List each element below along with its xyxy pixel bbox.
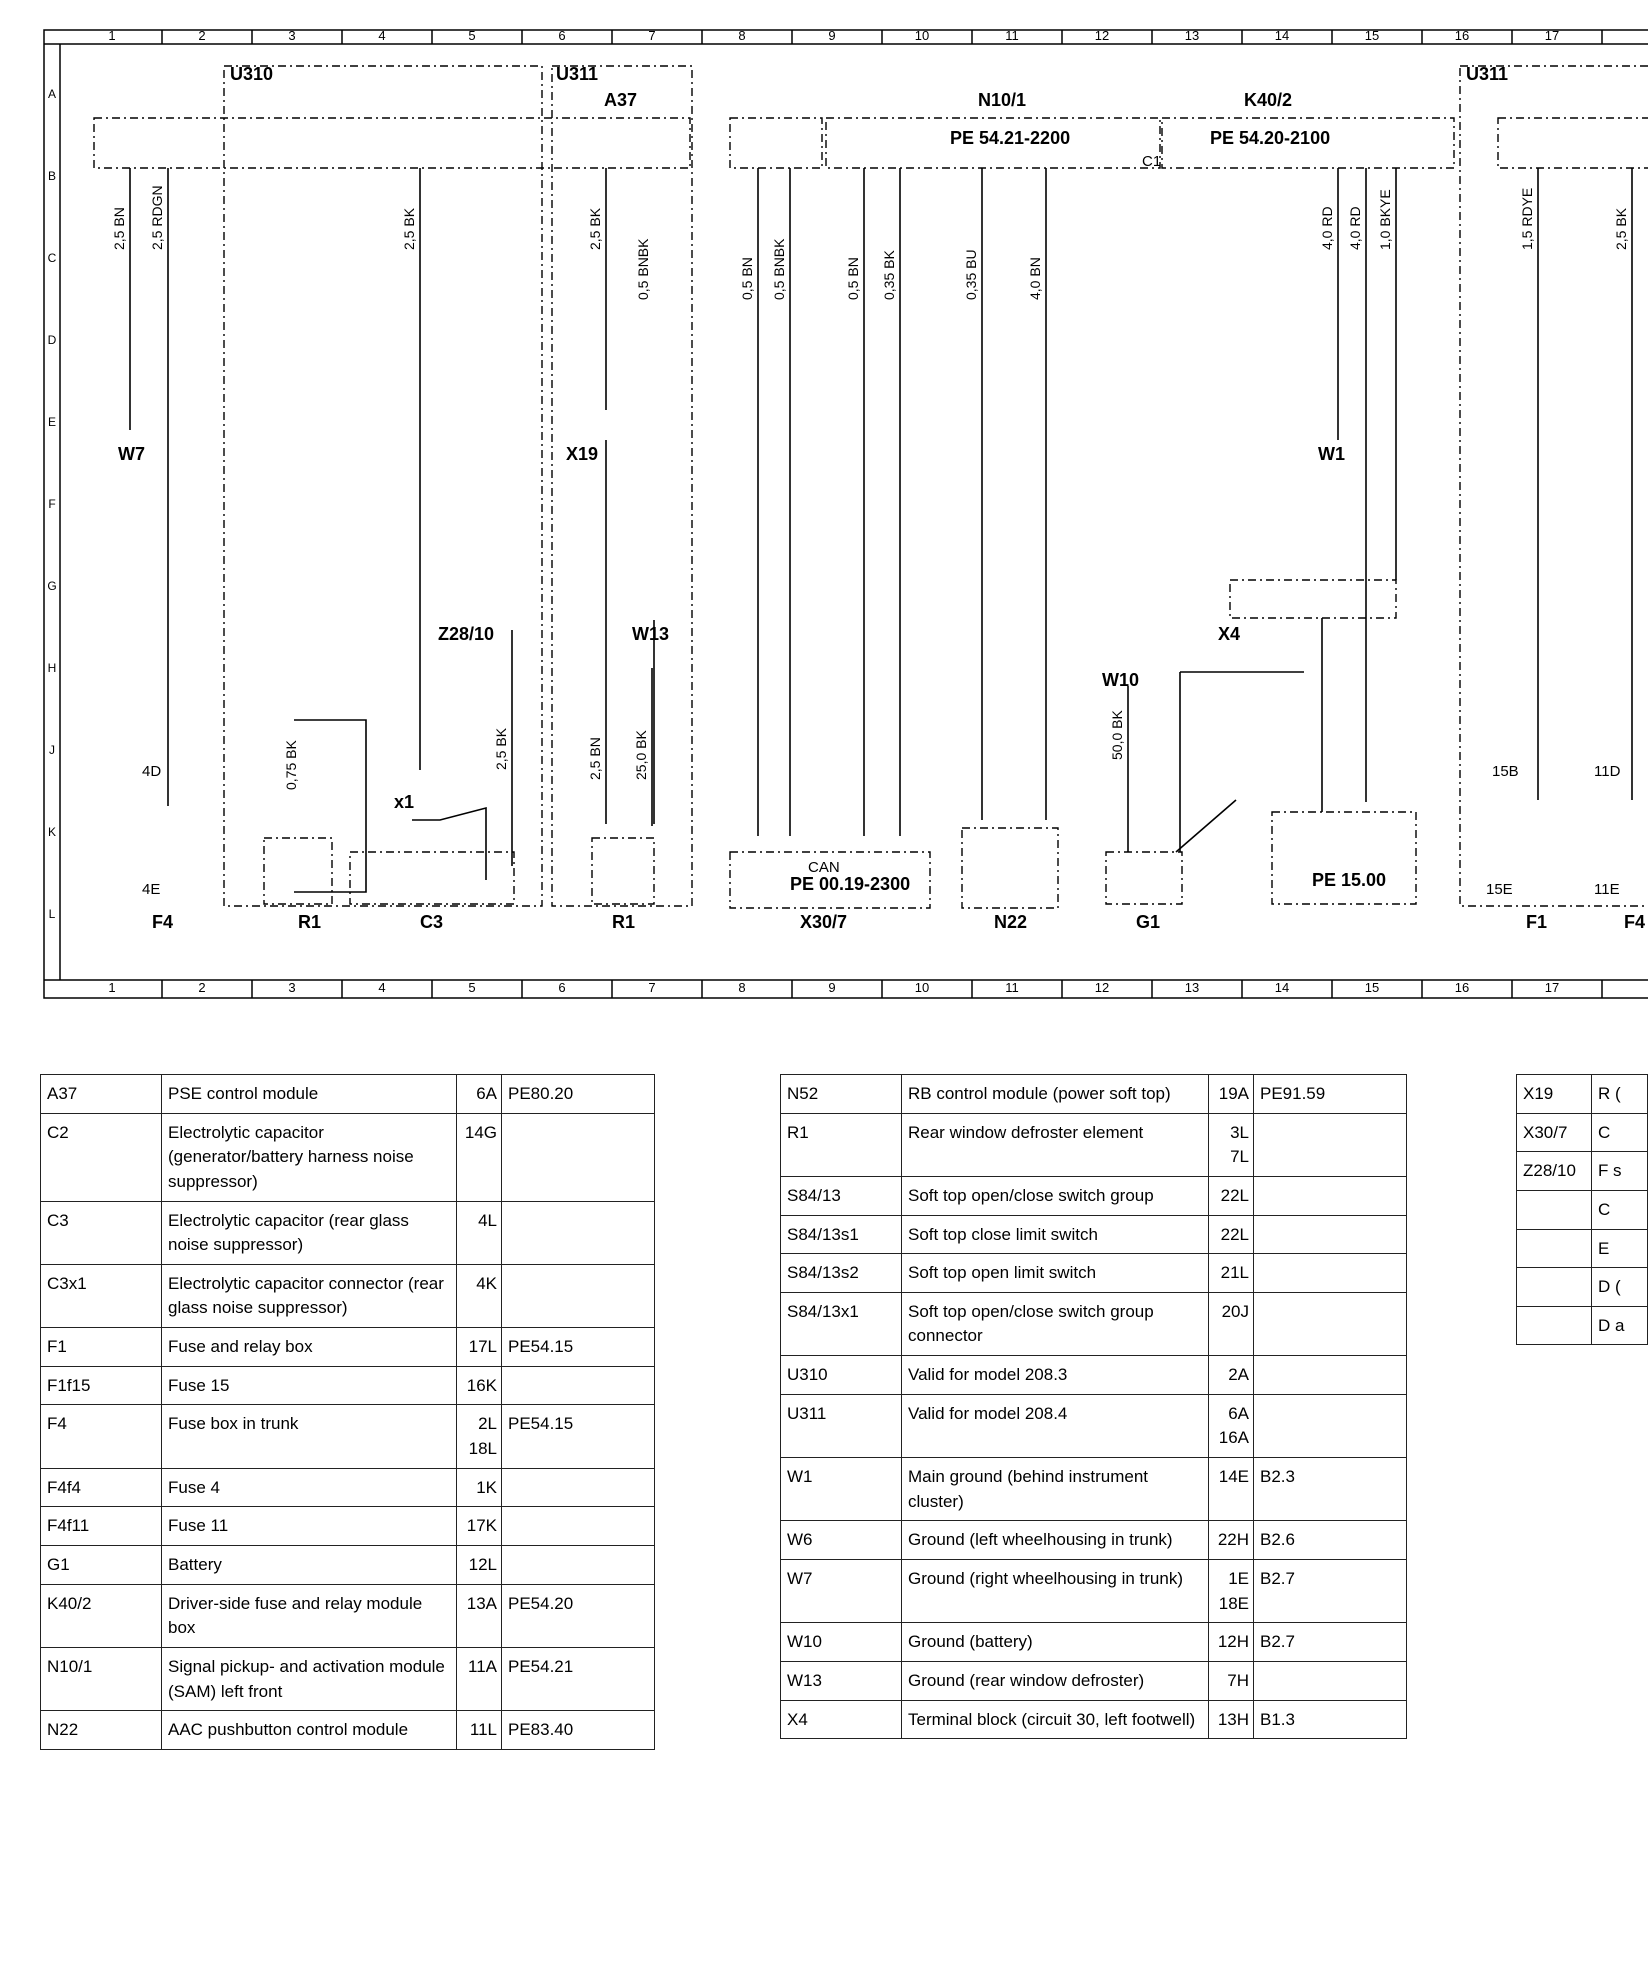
grid-col-bottom: 11 xyxy=(1005,980,1019,995)
pe-15-box xyxy=(1272,812,1416,904)
label-c3: C3 xyxy=(420,912,444,932)
legend-ref: PE54.15 xyxy=(502,1328,655,1367)
legend-code xyxy=(1517,1229,1592,1268)
legend-desc: Fuse 4 xyxy=(162,1468,457,1507)
legend-code: Z28/10 xyxy=(1517,1152,1592,1191)
legend-loc: 4L xyxy=(457,1201,502,1264)
legend-ref xyxy=(502,1264,655,1327)
u311-section-left xyxy=(552,66,692,906)
legend-code: R1 xyxy=(781,1113,902,1176)
legend-ref xyxy=(502,1545,655,1584)
legend-ref: B1.3 xyxy=(1254,1700,1407,1739)
grid-row-label: L xyxy=(48,907,56,921)
grid-row-label: J xyxy=(49,743,55,757)
r1-right-box xyxy=(592,838,654,904)
legend-loc: 1E 18E xyxy=(1209,1559,1254,1622)
legend-desc: Soft top open/close switch group xyxy=(902,1176,1209,1215)
legend-loc: 7H xyxy=(1209,1661,1254,1700)
legend-desc: Fuse 11 xyxy=(162,1507,457,1546)
legend-desc: D a xyxy=(1591,1306,1647,1345)
label-a37: A37 xyxy=(604,90,638,110)
legend-desc: Ground (left wheelhousing in trunk) xyxy=(902,1521,1209,1560)
n22-box xyxy=(962,828,1058,908)
label-n10-1: N10/1 xyxy=(978,90,1027,110)
legend-code: C2 xyxy=(41,1113,162,1201)
wire-label: 0,5 BNBK xyxy=(771,238,787,300)
legend-desc: R ( xyxy=(1591,1075,1647,1114)
label-r1-left: R1 xyxy=(298,912,322,932)
table-row xyxy=(1517,1075,1648,1114)
grid-col-bottom: 17 xyxy=(1544,980,1560,995)
table-row xyxy=(1517,1229,1648,1268)
legend-code: F4f11 xyxy=(41,1507,162,1546)
diagram-frame xyxy=(44,30,1648,998)
legend-desc: Valid for model 208.3 xyxy=(902,1356,1209,1395)
label-z28-10: Z28/10 xyxy=(438,624,495,644)
legend-ref: PE54.15 xyxy=(502,1405,655,1468)
legend-ref: PE54.21 xyxy=(502,1647,655,1710)
legend-code: W10 xyxy=(781,1623,902,1662)
legend-code: N22 xyxy=(41,1711,162,1750)
table-row xyxy=(1517,1113,1648,1152)
label-c1: C1 xyxy=(1142,153,1162,170)
legend-desc: Fuse and relay box xyxy=(162,1328,457,1367)
label-x30-pe: PE 00.19-2300 xyxy=(790,874,911,894)
legend-loc: 20J xyxy=(1209,1292,1254,1355)
wire-label: 4,0 RD xyxy=(1319,206,1335,250)
legend-desc: AAC pushbutton control module xyxy=(162,1711,457,1750)
legend-code: W13 xyxy=(781,1661,902,1700)
connector-strip-left xyxy=(94,118,690,168)
grid-col-top: 12 xyxy=(1094,28,1110,43)
legend-ref xyxy=(502,1507,655,1546)
label-u310: U310 xyxy=(230,64,274,84)
legend-ref xyxy=(1254,1254,1407,1293)
legend-loc: 2A xyxy=(1209,1356,1254,1395)
label-x19: X19 xyxy=(566,444,599,464)
grid-col-top: 11 xyxy=(1005,28,1019,43)
table-row xyxy=(781,1623,1407,1662)
label-x4: X4 xyxy=(1218,624,1241,644)
legend-code: X19 xyxy=(1517,1075,1592,1114)
grid-col-bottom: 4 xyxy=(378,980,386,995)
wire-label: 50,0 BK xyxy=(1109,710,1125,760)
grid-row-label: E xyxy=(47,415,57,429)
legend-code: F4 xyxy=(41,1405,162,1468)
label-u311-left: U311 xyxy=(556,64,599,84)
grid-col-bottom: 9 xyxy=(828,980,836,995)
grid-col-bottom: 14 xyxy=(1274,980,1290,995)
label-r1-right: R1 xyxy=(612,912,636,932)
legend-loc: 3L 7L xyxy=(1209,1113,1254,1176)
grid-col-top: 14 xyxy=(1274,28,1290,43)
grid-col-bottom: 3 xyxy=(288,980,296,995)
wire-label: 1,5 RDYE xyxy=(1519,187,1535,250)
grid-col-top: 15 xyxy=(1364,28,1380,43)
table-row xyxy=(781,1559,1407,1622)
table-row xyxy=(781,1075,1407,1114)
legend-ref xyxy=(1254,1113,1407,1176)
legend-ref: B2.7 xyxy=(1254,1623,1407,1662)
legend-loc: 12H xyxy=(1209,1623,1254,1662)
legend-loc: 13A xyxy=(457,1584,502,1647)
legend-loc: 16K xyxy=(457,1366,502,1405)
legend-code: S84/13x1 xyxy=(781,1292,902,1355)
grid-col-bottom: 8 xyxy=(738,980,746,995)
x4-box xyxy=(1230,580,1396,618)
table-row xyxy=(1517,1268,1648,1307)
label-f4-right: F4 xyxy=(1624,912,1646,932)
legend-desc: Electrolytic capacitor (generator/battery harness noise suppressor) xyxy=(162,1113,457,1201)
label-4e: 4E xyxy=(142,881,161,898)
legend-desc: Valid for model 208.4 xyxy=(902,1394,1209,1457)
legend-ref xyxy=(1254,1356,1407,1395)
legend-desc: Soft top open/close switch group connector xyxy=(902,1292,1209,1355)
legend-code: F1f15 xyxy=(41,1366,162,1405)
table-row xyxy=(41,1584,655,1647)
label-pe-k40: PE 54.20-2100 xyxy=(1210,128,1331,148)
table-row xyxy=(41,1328,655,1367)
table-row xyxy=(781,1356,1407,1395)
legend-table-3 xyxy=(1516,1074,1648,1345)
legend-loc: 21L xyxy=(1209,1254,1254,1293)
legend-desc: Main ground (behind instrument cluster) xyxy=(902,1458,1209,1521)
legend-code: G1 xyxy=(41,1545,162,1584)
legend-desc: Driver-side fuse and relay module box xyxy=(162,1584,457,1647)
legend-ref: PE80.20 xyxy=(502,1075,655,1114)
legend-code: S84/13s1 xyxy=(781,1215,902,1254)
table-row xyxy=(781,1176,1407,1215)
table-row xyxy=(1517,1152,1648,1191)
legend-ref xyxy=(1254,1661,1407,1700)
legend-loc: 2L 18L xyxy=(457,1405,502,1468)
wire-label: 0,5 BN xyxy=(845,257,861,300)
legend-ref xyxy=(1254,1176,1407,1215)
legend-loc: 1K xyxy=(457,1468,502,1507)
legend-desc: Fuse box in trunk xyxy=(162,1405,457,1468)
wire-label: 2,5 RDGN xyxy=(149,185,165,250)
legend-loc: 6A xyxy=(457,1075,502,1114)
label-g1: G1 xyxy=(1136,912,1161,932)
legend-loc: 19A xyxy=(1209,1075,1254,1114)
label-f4-left: F4 xyxy=(152,912,174,932)
grid-col-bottom: 16 xyxy=(1454,980,1470,995)
legend-loc: 14E xyxy=(1209,1458,1254,1521)
table-row xyxy=(781,1215,1407,1254)
legend-code: X30/7 xyxy=(1517,1113,1592,1152)
label-k40-2: K40/2 xyxy=(1244,90,1293,110)
label-x1: x1 xyxy=(394,792,415,812)
legend-code: N52 xyxy=(781,1075,902,1114)
legend-desc: Electrolytic capacitor (rear glass noise suppressor) xyxy=(162,1201,457,1264)
legend-ref: PE54.20 xyxy=(502,1584,655,1647)
grid-row-label: H xyxy=(47,661,57,675)
wire-label: 4,0 RD xyxy=(1347,206,1363,250)
grid-col-top: 10 xyxy=(914,28,930,43)
grid-col-top: 13 xyxy=(1184,28,1200,43)
legend-loc: 17K xyxy=(457,1507,502,1546)
legend-desc: C xyxy=(1591,1190,1647,1229)
label-w1: W1 xyxy=(1318,444,1345,464)
label-w13: W13 xyxy=(632,624,670,644)
legend-code: W7 xyxy=(781,1559,902,1622)
legend-ref xyxy=(1254,1394,1407,1457)
legend-desc: F s xyxy=(1591,1152,1647,1191)
legend-loc: 22H xyxy=(1209,1521,1254,1560)
table-row xyxy=(41,1711,655,1750)
grid-col-top: 7 xyxy=(648,28,656,43)
label-f1: F1 xyxy=(1526,912,1548,932)
grid-row-label: D xyxy=(47,333,57,347)
legend-desc: Soft top close limit switch xyxy=(902,1215,1209,1254)
grid-col-bottom: 5 xyxy=(468,980,476,995)
r1-left-box xyxy=(264,838,332,904)
grid-col-bottom: 1 xyxy=(108,980,116,995)
legend-desc: C xyxy=(1591,1113,1647,1152)
label-15e: 15E xyxy=(1486,881,1513,898)
legend-desc: E xyxy=(1591,1229,1647,1268)
grid-col-bottom: 12 xyxy=(1094,980,1110,995)
label-n22: N22 xyxy=(994,912,1028,932)
legend-loc: 22L xyxy=(1209,1215,1254,1254)
legend-code: F1 xyxy=(41,1328,162,1367)
grid-row-label: C xyxy=(47,251,57,265)
table-row xyxy=(781,1521,1407,1560)
table-row xyxy=(781,1254,1407,1293)
legend-desc: Signal pickup- and activation module (SAM) left front xyxy=(162,1647,457,1710)
wire-label: 0,5 BNBK xyxy=(635,238,651,300)
label-11d: 11D xyxy=(1594,763,1621,780)
grid-col-top: 3 xyxy=(288,28,296,43)
label-pe-n10: PE 54.21-2200 xyxy=(950,128,1071,148)
legend-code: U311 xyxy=(781,1394,902,1457)
legend-loc: 13H xyxy=(1209,1700,1254,1739)
c3-box xyxy=(350,852,514,904)
label-u311-right: U311 xyxy=(1466,64,1509,84)
wire-label: 0,35 BU xyxy=(963,249,979,300)
legend-code: X4 xyxy=(781,1700,902,1739)
legend-code: S84/13s2 xyxy=(781,1254,902,1293)
table-row xyxy=(41,1507,655,1546)
legend-desc: RB control module (power soft top) xyxy=(902,1075,1209,1114)
legend-ref xyxy=(502,1468,655,1507)
grid-col-top: 4 xyxy=(378,28,386,43)
legend-code: A37 xyxy=(41,1075,162,1114)
legend-desc: Rear window defroster element xyxy=(902,1113,1209,1176)
wire-label: 1,0 BKYE xyxy=(1377,189,1393,250)
u310-section xyxy=(224,66,542,906)
legend-ref: B2.7 xyxy=(1254,1559,1407,1622)
table-row xyxy=(41,1264,655,1327)
label-pe-15: PE 15.00 xyxy=(1312,870,1387,890)
wire-label: 2,5 BK xyxy=(401,207,417,250)
legend-code: F4f4 xyxy=(41,1468,162,1507)
wire-label: 2,5 BK xyxy=(1613,207,1629,250)
wire-label: 4,0 BN xyxy=(1027,257,1043,300)
grid-col-bottom: 6 xyxy=(558,980,566,995)
wire-label: 25,0 BK xyxy=(633,730,649,780)
grid-col-bottom: 10 xyxy=(914,980,930,995)
legend-loc: 11L xyxy=(457,1711,502,1750)
legend-code: S84/13 xyxy=(781,1176,902,1215)
label-w7: W7 xyxy=(118,444,145,464)
wire-label: 0,35 BK xyxy=(881,250,897,300)
legend-code xyxy=(1517,1268,1592,1307)
u311-section-right xyxy=(1460,66,1648,906)
legend-code: U310 xyxy=(781,1356,902,1395)
table-row xyxy=(41,1647,655,1710)
table-row xyxy=(781,1113,1407,1176)
label-x30-7: X30/7 xyxy=(800,912,848,932)
legend-code: N10/1 xyxy=(41,1647,162,1710)
wire-label: 2,5 BK xyxy=(493,727,509,770)
table-row xyxy=(781,1458,1407,1521)
legend-desc: Battery xyxy=(162,1545,457,1584)
legend-loc: 4K xyxy=(457,1264,502,1327)
legend-table-1 xyxy=(40,1074,655,1750)
legend-desc: Terminal block (circuit 30, left footwell) xyxy=(902,1700,1209,1739)
legend-ref: B2.6 xyxy=(1254,1521,1407,1560)
table-row xyxy=(41,1201,655,1264)
u311-right-box xyxy=(1498,118,1648,168)
table-row xyxy=(41,1545,655,1584)
table-row xyxy=(781,1292,1407,1355)
legend-ref: PE83.40 xyxy=(502,1711,655,1750)
label-x30-can: CAN xyxy=(808,859,840,876)
grid-col-bottom: 7 xyxy=(648,980,656,995)
table-row xyxy=(781,1394,1407,1457)
legend-code xyxy=(1517,1306,1592,1345)
table-row xyxy=(41,1113,655,1201)
legend-loc: 22L xyxy=(1209,1176,1254,1215)
legend-code: C3 xyxy=(41,1201,162,1264)
legend-ref xyxy=(502,1201,655,1264)
label-4d: 4D xyxy=(142,763,162,780)
legend-desc: PSE control module xyxy=(162,1075,457,1114)
legend-desc: Ground (rear window defroster) xyxy=(902,1661,1209,1700)
legend-code xyxy=(1517,1190,1592,1229)
legend-ref: B2.3 xyxy=(1254,1458,1407,1521)
table-row xyxy=(41,1405,655,1468)
legend-desc: Ground (battery) xyxy=(902,1623,1209,1662)
wire-label: 2,5 BN xyxy=(587,737,603,780)
grid-col-bottom: 15 xyxy=(1364,980,1380,995)
grid-col-top: 5 xyxy=(468,28,476,43)
grid-col-top: 6 xyxy=(558,28,566,43)
legend-table-2 xyxy=(780,1074,1407,1739)
label-15b: 15B xyxy=(1492,763,1519,780)
connector-strip-can1 xyxy=(730,118,822,168)
legend-code: K40/2 xyxy=(41,1584,162,1647)
grid-row-label: F xyxy=(48,497,56,511)
legend-desc: Fuse 15 xyxy=(162,1366,457,1405)
grid-row-label: B xyxy=(47,169,57,183)
legend-code: W1 xyxy=(781,1458,902,1521)
grid-col-top: 8 xyxy=(738,28,746,43)
grid-col-top: 1 xyxy=(108,28,116,43)
table-row xyxy=(41,1075,655,1114)
legend-ref: PE91.59 xyxy=(1254,1075,1407,1114)
legend-loc: 17L xyxy=(457,1328,502,1367)
legend-ref xyxy=(502,1113,655,1201)
wire-label: 2,5 BN xyxy=(111,207,127,250)
legend-desc: D ( xyxy=(1591,1268,1647,1307)
legend-loc: 6A 16A xyxy=(1209,1394,1254,1457)
grid-col-top: 9 xyxy=(828,28,836,43)
legend-loc: 12L xyxy=(457,1545,502,1584)
legend-desc: Electrolytic capacitor connector (rear glass noise suppressor) xyxy=(162,1264,457,1327)
grid-col-top: 17 xyxy=(1544,28,1560,43)
grid-col-top: 2 xyxy=(198,28,206,43)
grid-row-label: G xyxy=(47,579,57,593)
legend-code: C3x1 xyxy=(41,1264,162,1327)
legend-ref xyxy=(1254,1292,1407,1355)
table-row xyxy=(1517,1190,1648,1229)
legend-loc: 11A xyxy=(457,1647,502,1710)
legend-desc: Ground (right wheelhousing in trunk) xyxy=(902,1559,1209,1622)
grid-col-bottom: 2 xyxy=(198,980,206,995)
grid-row-label: K xyxy=(47,825,57,839)
table-row xyxy=(781,1661,1407,1700)
wire-label: 0,75 BK xyxy=(283,740,299,790)
table-row xyxy=(41,1468,655,1507)
legend-ref xyxy=(502,1366,655,1405)
grid-col-top: 16 xyxy=(1454,28,1470,43)
label-w10: W10 xyxy=(1102,670,1140,690)
grid-row-label: A xyxy=(47,87,57,101)
g1-box xyxy=(1106,852,1182,904)
legend-code: W6 xyxy=(781,1521,902,1560)
legend-loc: 14G xyxy=(457,1113,502,1201)
legend-ref xyxy=(1254,1215,1407,1254)
label-11e: 11E xyxy=(1594,881,1620,898)
legend-desc: Soft top open limit switch xyxy=(902,1254,1209,1293)
table-row xyxy=(41,1366,655,1405)
wire-label: 0,5 BN xyxy=(739,257,755,300)
table-row xyxy=(1517,1306,1648,1345)
wire-label: 2,5 BK xyxy=(587,207,603,250)
grid-col-bottom: 13 xyxy=(1184,980,1200,995)
table-row xyxy=(781,1700,1407,1739)
